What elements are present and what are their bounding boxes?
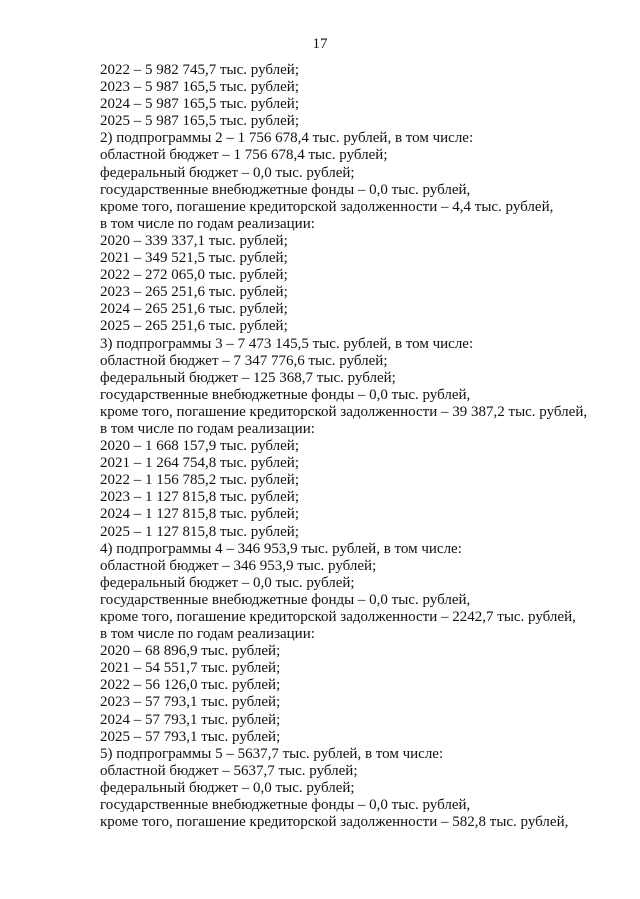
text-line: федеральный бюджет – 0,0 тыс. рублей; xyxy=(100,574,355,591)
text-line: областной бюджет – 5637,7 тыс. рублей; xyxy=(100,762,358,779)
text-line: федеральный бюджет – 0,0 тыс. рублей; xyxy=(100,164,355,181)
text-line: 2022 – 56 126,0 тыс. рублей; xyxy=(100,677,281,694)
text-line: федеральный бюджет – 125 368,7 тыс. рублей; xyxy=(100,369,396,386)
text-line: 2021 – 349 521,5 тыс. рублей; xyxy=(100,250,288,267)
text-line: в том числе по годам реализации: xyxy=(100,626,315,643)
text-line: 5) подпрограммы 5 – 5637,7 тыс. рублей, в том числе: xyxy=(100,745,444,762)
text-line: государственные внебюджетные фонды – 0,0 тыс. рублей, xyxy=(100,591,471,608)
text-line: кроме того, погашение кредиторской задолженности – 2242,7 тыс. рублей, xyxy=(100,609,576,625)
text-line: 3) подпрограммы 3 – 7 473 145,5 тыс. рублей, в том числе: xyxy=(100,335,474,352)
text-line: областной бюджет – 7 347 776,6 тыс. рублей; xyxy=(100,352,388,369)
text-line: кроме того, погашение кредиторской задолженности – 582,8 тыс. рублей, xyxy=(100,814,569,831)
text-line: 2025 – 57 793,1 тыс. рублей; xyxy=(100,728,281,745)
text-line: государственные внебюджетные фонды – 0,0 тыс. рублей, xyxy=(100,797,471,814)
text-line: 2025 – 1 127 815,8 тыс. рублей; xyxy=(100,523,299,540)
text-line: 2023 – 5 987 165,5 тыс. рублей; xyxy=(100,79,299,96)
text-line: 2021 – 54 551,7 тыс. рублей; xyxy=(100,660,281,677)
text-line: 2023 – 1 127 815,8 тыс. рублей; xyxy=(100,489,299,506)
text-line: кроме того, погашение кредиторской задолженности – 39 387,2 тыс. рублей, xyxy=(100,403,588,420)
text-line: 2024 – 57 793,1 тыс. рублей; xyxy=(100,711,281,728)
text-line: 2020 – 339 337,1 тыс. рублей; xyxy=(100,232,288,249)
text-line: 2023 – 265 251,6 тыс. рублей; xyxy=(100,284,288,301)
text-line: 2020 – 68 896,9 тыс. рублей; xyxy=(100,643,281,660)
text-line: 2) подпрограммы 2 – 1 756 678,4 тыс. рублей, в том числе: xyxy=(100,130,474,147)
text-line: 4) подпрограммы 4 – 346 953,9 тыс. рублей, в том числе: xyxy=(100,540,462,557)
text-line: 2022 – 272 065,0 тыс. рублей; xyxy=(100,267,288,284)
text-line: 2024 – 5 987 165,5 тыс. рублей; xyxy=(100,96,299,113)
text-line: в том числе по годам реализации: xyxy=(100,420,315,437)
text-line: 2020 – 1 668 157,9 тыс. рублей; xyxy=(100,438,299,455)
text-line: областной бюджет – 1 756 678,4 тыс. рублей; xyxy=(100,147,388,164)
text-line: 2021 – 1 264 754,8 тыс. рублей; xyxy=(100,455,299,472)
text-line: в том числе по годам реализации: xyxy=(100,215,315,232)
text-line: 2023 – 57 793,1 тыс. рублей; xyxy=(100,694,281,711)
text-line: федеральный бюджет – 0,0 тыс. рублей; xyxy=(100,779,355,796)
text-line: 2022 – 5 982 745,7 тыс. рублей; xyxy=(100,62,299,78)
text-line: государственные внебюджетные фонды – 0,0 тыс. рублей, xyxy=(100,181,471,198)
document-body xyxy=(100,62,620,831)
text-line: 2024 – 265 251,6 тыс. рублей; xyxy=(100,301,288,318)
text-line: 2025 – 5 987 165,5 тыс. рублей; xyxy=(100,113,299,130)
text-line: 2022 – 1 156 785,2 тыс. рублей; xyxy=(100,472,299,489)
text-line: областной бюджет – 346 953,9 тыс. рублей; xyxy=(100,557,377,574)
text-line: 2025 – 265 251,6 тыс. рублей; xyxy=(100,318,288,335)
text-line: государственные внебюджетные фонды – 0,0 тыс. рублей, xyxy=(100,386,471,403)
text-line: кроме того, погашение кредиторской задолженности – 4,4 тыс. рублей, xyxy=(100,198,554,215)
text-line: 2024 – 1 127 815,8 тыс. рублей; xyxy=(100,506,299,523)
page-number: 17 xyxy=(312,36,328,52)
